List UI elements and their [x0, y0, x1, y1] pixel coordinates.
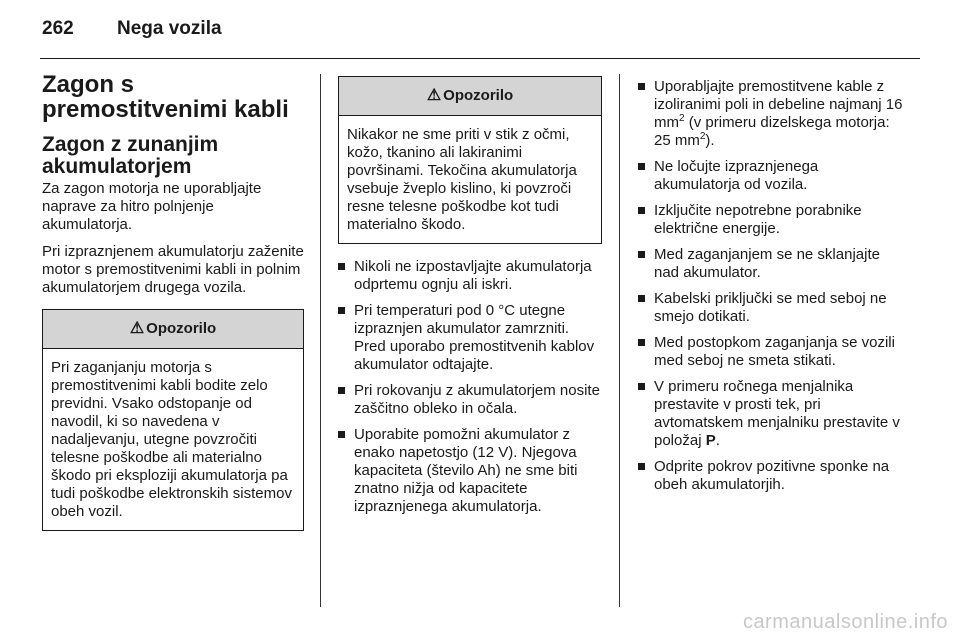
bullet-square-icon	[638, 83, 645, 90]
bullet-square-icon	[638, 463, 645, 470]
list-item-text: Med postopkom zaganjanja se vozili med seboj ne smeta stikati.	[654, 334, 895, 369]
warning-header	[339, 77, 601, 116]
list-item	[638, 78, 906, 150]
warning-title: Opozorilo	[443, 87, 514, 104]
column-divider-left	[320, 74, 321, 607]
bullet-square-icon	[638, 339, 645, 346]
list-item	[338, 258, 602, 294]
bullet-square-icon	[638, 295, 645, 302]
watermark: carmanualsonline.info	[742, 611, 948, 633]
bullet-square-icon	[338, 387, 345, 394]
procedure-list	[638, 78, 906, 494]
warning-triangle-icon: ⚠	[426, 87, 442, 104]
page-header-title: Nega vozila	[117, 18, 222, 39]
list-item	[638, 290, 906, 326]
list-item-text: Pri rokovanju z akumulatorjem nosite zaščitno obleko in očala.	[354, 382, 600, 417]
header-rule	[40, 58, 920, 59]
list-item-text: Uporabite pomožni akumulator z enako napetostjo (12 V). Njegova kapaciteta (število Ah) ne sme biti znatno nižja od kapacitete izpraznjenega akumulatorja.	[354, 426, 578, 515]
list-item-text: Izključite nepotrebne porabnike električne energije.	[654, 202, 862, 237]
column-divider-right	[619, 74, 620, 607]
list-item	[638, 246, 906, 282]
warning-text: Pri zaganjanju motorja s premostitvenimi kabli bodite zelo previdni. Vsako odstopanje od navodil, ki so navedena v nadaljevanju, utegne povzročiti telesne poškodbe ali materialno škodo pri eksploziji akumulatorja pa tudi poškodbe elektronskih sistemov obeh vozil.	[51, 359, 292, 520]
section-title: Zagon s premostitvenimi kabli	[42, 71, 289, 123]
bullet-square-icon	[338, 263, 345, 270]
bullet-square-icon	[638, 251, 645, 258]
column-right	[638, 78, 906, 502]
list-item-text: V primeru ročnega menjalnika prestavite v prosti tek, pri avtomatskem menjalniku prestavite v položaj P.	[654, 378, 900, 449]
warning-box	[338, 76, 602, 244]
bullet-square-icon	[638, 163, 645, 170]
list-item-text: Uporabljajte premostitvene kable z izoliranimi poli in debeline najmanj 16 $mm^2$ (v primeru dizelskega motorja: 25 $mm^2$).	[654, 78, 903, 149]
list-item-text: Kabelski priključki se med seboj ne smejo dotikati.	[654, 290, 887, 325]
bullet-square-icon	[338, 431, 345, 438]
list-item	[338, 426, 602, 516]
bullet-square-icon	[638, 207, 645, 214]
list-item	[638, 334, 906, 370]
list-item	[338, 382, 602, 418]
list-item	[338, 302, 602, 374]
bullet-square-icon	[338, 307, 345, 314]
list-item	[638, 158, 906, 194]
bullet-square-icon	[638, 383, 645, 390]
instruction-paragraph: Pri izpraznjenem akumulatorju zaženite motor s premostitvenimi kabli in polnim akumulatorjem drugega vozila.	[42, 243, 304, 296]
precaution-list	[338, 258, 602, 516]
intro-paragraph: Za zagon motorja ne uporabljajte naprave za hitro polnjenje akumulatorja.	[42, 180, 262, 233]
column-left	[42, 72, 304, 543]
list-item	[638, 458, 906, 494]
list-item-text: Odprite pokrov pozitivne sponke na obeh akumulatorjih.	[654, 458, 890, 493]
column-middle	[338, 76, 602, 524]
list-item-text: Nikoli ne izpostavljajte akumulatorja odprtemu ognju ali iskri.	[354, 258, 592, 293]
warning-triangle-icon: ⚠	[129, 320, 145, 337]
subsection-title: Zagon z zunanjim akumulatorjem	[42, 133, 219, 178]
warning-box	[42, 309, 304, 531]
warning-text: Nikakor ne sme priti v stik z očmi, kožo, tkanino ali lakiranimi površinami. Tekočina akumulatorja vsebuje žveplo kislino, ki povzroči resne telesne poškodbe kot tudi materialno škodo.	[347, 126, 577, 233]
warning-title: Opozorilo	[146, 320, 217, 337]
warning-header	[43, 310, 303, 349]
page-number: 262	[42, 18, 74, 39]
list-item	[638, 378, 906, 450]
list-item	[638, 202, 906, 238]
list-item-text: Med zaganjanjem se ne sklanjajte nad akumulator.	[654, 246, 880, 281]
list-item-text: Ne ločujte izpraznjenega akumulatorja od vozila.	[654, 158, 819, 193]
list-item-text: Pri temperaturi pod 0 °C utegne izpraznjen akumulator zamrzniti. Pred uporabo premostitvenih kablov akumulator odtajajte.	[354, 302, 595, 373]
